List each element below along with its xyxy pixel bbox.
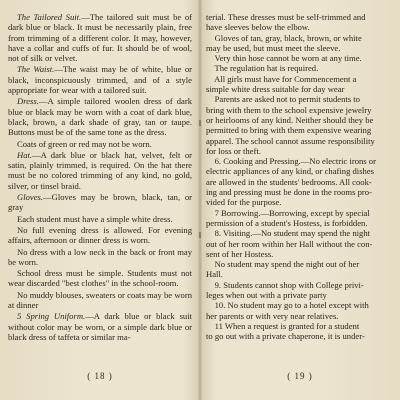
page-number-right: ( 19 )	[287, 371, 313, 381]
page-number-left: ( 18 )	[87, 371, 113, 381]
paragraph-heading: Gloves.	[17, 192, 44, 203]
paragraph	[8, 150, 192, 191]
paragraph-body: No full evening dress is allowed. For evening affairs, afternoon or dinner dress is worn.	[8, 224, 192, 246]
paragraph	[8, 290, 192, 311]
paragraph-body: Each student must have a simple white dress.	[17, 213, 173, 224]
text-line: No student may spend the night out of her	[206, 259, 360, 270]
binding-stitch	[199, 120, 201, 126]
text-line: for loss or theft.	[206, 145, 261, 156]
text-line: Very thin hose cannot be worn at any time.	[206, 53, 362, 64]
text-line: 11 When a request is granted for a student	[206, 320, 360, 331]
paragraph	[8, 12, 192, 63]
paragraph	[8, 64, 192, 95]
left-page-text	[8, 12, 192, 343]
text-line: have sleeves below the elbow.	[206, 22, 310, 33]
paragraph	[8, 139, 192, 149]
text-line: 9. Students cannot shop with College privi-	[206, 279, 364, 290]
text-line: leges when out with a private party	[206, 290, 327, 301]
text-line: Parents are asked not to permit students to	[206, 94, 360, 105]
text-line: bring with them to the school expensive jewelry	[206, 104, 372, 115]
text-line: vided for the purpose.	[206, 197, 282, 208]
paragraph-heading: Dress.	[17, 96, 39, 107]
text-line: permission of a student's Hostess, is forbidden.	[206, 217, 368, 228]
paragraph-body: School dress must be simple. Students must not wear discarded "best clothes" in the school-room.	[8, 268, 192, 289]
text-line: 7 Borrowing.—Borrowing, except by special	[206, 207, 370, 218]
text-line: are allowed in the students' bedrooms. All cook-	[206, 176, 372, 187]
text-line: 8. Visiting.—No student may spend the night	[206, 228, 371, 239]
paragraph-body: —A dark blue or black hat, velvet, felt or satin, plainly trimmed, is required. On the hat there must be no colored trimming of any kind, no gold, silver, or tinsel braid.	[8, 149, 192, 191]
paragraph-heading: The Tailored Suit.	[17, 12, 82, 22]
paragraph	[8, 225, 192, 246]
text-line: may be used, but must meet the sleeve.	[206, 42, 341, 53]
text-line: The regulation hat is required.	[206, 63, 319, 74]
right-page	[200, 0, 400, 400]
paragraph-heading: The Waist.	[17, 64, 55, 75]
paragraph-body: —Gloves may be brown, black, tan, or gray	[8, 192, 192, 213]
paragraph-body: No dress with a low neck in the back or front may be worn.	[8, 246, 192, 267]
text-line: permitted to bring with them expensive wearing	[206, 125, 372, 136]
paragraph	[8, 247, 192, 268]
text-line: terial. These dresses must be self-trimmed and	[206, 12, 366, 22]
paragraph	[8, 268, 192, 289]
text-line: apparel. The school cannot assume responsibility	[206, 135, 375, 146]
text-line: Gloves of tan, gray, black, brown, or white	[206, 32, 362, 43]
paragraph-body: Coats of green or red may not be worn.	[17, 138, 152, 149]
paragraph-body: —The tailored suit must be of dark blue or black. It must be necessarily plain, free from trimming of a different color. It may, however, have a collar and cuffs of fur. It should be of wool, not of silk or velvet.	[8, 12, 192, 64]
text-line: Hall.	[206, 269, 223, 280]
paragraph	[8, 96, 192, 137]
right-page-text	[206, 12, 400, 342]
paragraph	[8, 311, 192, 342]
binding-stitch	[199, 232, 201, 238]
paragraph-body: No muddy blouses, sweaters or coats may be worn at dinner	[8, 289, 192, 311]
paragraph	[8, 214, 192, 224]
text-line: to go out with a private chaperone, it is under-	[206, 331, 365, 342]
paragraph-heading: Hat.	[17, 149, 33, 160]
text-line: 6. Cooking and Pressing.—No electric irons or	[206, 156, 376, 167]
text-line: electric appliances of any kind, or chafing dishes	[206, 166, 374, 177]
text-line: out of her room within her Hall without the con-	[206, 238, 373, 249]
paragraph	[8, 192, 192, 213]
text-line: ing and pressing must be done in the rooms pro-	[206, 187, 372, 198]
book-gutter	[198, 0, 202, 400]
text-line: 10. No student may go to a hotel except with	[206, 300, 369, 311]
paragraph-heading: 5 Spring Uniform.	[17, 311, 86, 322]
paragraph-body: —A dark blue or black suit without color may be worn, or a simple dark blue or black dress of taffeta or similar ma-	[8, 311, 192, 342]
paragraph-body: —The waist may be of white, blue or black, inconspicuously trimmed, and of a style appropriate for wear with a tailored suit.	[8, 64, 192, 96]
paragraph-body: —A simple tailored woolen dress of dark blue or black may be worn with a coat of dark blue, black, brown, a dark shade of gray, tan or taupe. Buttons must be of the same tone as the dress.	[8, 96, 192, 138]
text-line: her parents or with very near relatives.	[206, 310, 339, 321]
text-line: sent of her Hostess.	[206, 248, 274, 259]
text-line: or heirlooms of any kind. Neither should they be	[206, 114, 374, 125]
text-line: All girls must have for Commencement a	[206, 73, 357, 84]
text-line: simple white dress suitable for day wear	[206, 84, 345, 95]
